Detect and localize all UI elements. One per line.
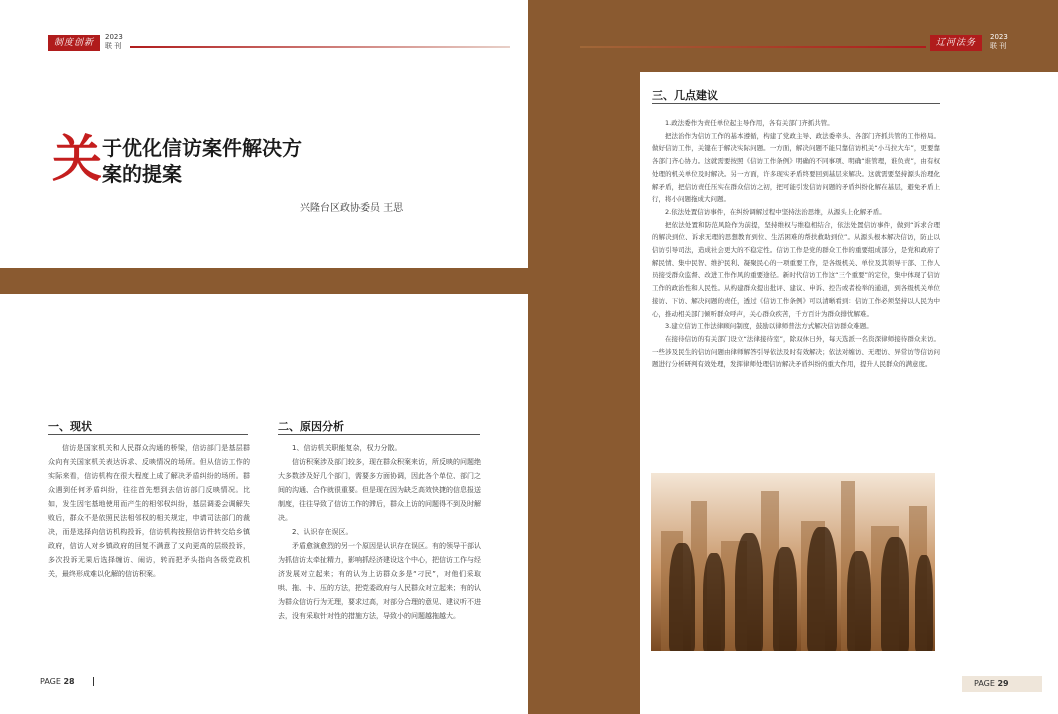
title-initial-char: 关 bbox=[52, 130, 102, 188]
section-body-status: 信访是国家机关和人民群众沟通的桥梁，信访部门是基层群众向有关国家机关表达诉求、反映情况的场所。但从信访工作的实际来看，信访机构在很大程度上成了解决矛盾纠纷的场所。群众遇到任何矛盾纠纷，往往首先想到去信访部门反映情况。比如，发生因宅基地使用而产生的相邻权纠纷，基层调委会调解失败后，群众不是依照民法相邻权的相关规定，申请司法部门的裁决，而是选择向信访机构投诉，信访机构按照信访件转交给乡镇政府，信访人对乡镇政府的回复不满意了又向更高的层级投诉，多次投诉无果后选择缠访、闹访，转而把矛头指向各级党政机关，最终形成难以化解的信访积案。 bbox=[48, 444, 250, 578]
right-header-year: 2023 联 刊 bbox=[990, 33, 1008, 50]
left-header-badge: 制度创新 bbox=[48, 35, 100, 51]
left-header-rule bbox=[130, 46, 510, 48]
section-heading-status: 一、现状 bbox=[48, 420, 92, 433]
section-body-suggestions: 1.政法委作为责任单位起主导作用，各有关部门齐抓共管。 把法治作为信访工作的基本遵循，构建了党政主导、政法委牵头、各部门齐抓共管的工作格局。做好信访工作，关键在于解决实际问题。一方面，解决问题不能只靠信访机关“小马拉大车”，更要靠各部门齐心协力。这就需要按照《信访工作条例》明确的不同事项、明确“谁管理，谁负责”，由有权处理的机关单位及时解决。另一方面，许多现实矛盾终要回到基层来解决。这就需要坚持源头治理化解矛盾，把信访责任压实在群众信访之初，把可能引发信访问题的矛盾纠纷化解在基层，避免矛盾上行，将小问题拖成大问题。 2.依法处置信访事件，在纠纷调解过程中坚持法治思维，从源头上化解矛盾。 把依法处置和防范风险作为前提，坚持维权与维稳相结合，依法处置信访事件，做到“诉求合理的解决到位、诉求无理的思想教育到位、生活困难的帮扶救助到位”。从源头根本解决信访，防止以信访引导司法，造成社会更大的不稳定性。信访工作是党的群众工作的重要组成部分，是党和政府了解民情、集中民智、维护民利、凝聚民心的一项重要工作，是各级机关、单位及其领导干部、工作人员接受群众监督、改进工作作风的重要途径。新时代信访工作这“三个重要”的定位，集中体现了信访工作的政治性和人民性。从构建群众提出批评、建议、申诉、控告或者检举的通道，到各级机关单位接访、下访、解决问题的责任，透过《信访工作条例》可以清晰看到：信访工作必须坚持以人民为中心，推动相关部门倾听群众呼声，关心群众疾苦，千方百计为群众排忧解难。 3.建立信访工作法律顾问制度，鼓励以律师普法方式解决信访群众难题。 在接待信访的有关部门设立“法律接待室”，除双休日外，每天选派一名资深律师接待群众来访。一些涉及民生的信访问题由律师解答引导依法及时有效解决；依法对缠访、无理访、异常访等信访问题进行分析研判有效处理，发挥律师处理信访解决矛盾纠纷的重大作用，提升人民群众的满意度。 bbox=[652, 119, 940, 369]
left-header-year: 2023 联 刊 bbox=[105, 33, 123, 50]
section-rule bbox=[278, 434, 480, 435]
right-header-badge: 辽河法务 bbox=[930, 35, 982, 51]
page-number-left: PAGE 28 bbox=[40, 677, 94, 686]
section-rule bbox=[652, 103, 940, 104]
section-heading-causes: 二、原因分析 bbox=[278, 420, 344, 433]
section-heading-suggestions: 三、几点建议 bbox=[652, 89, 718, 102]
section-body-causes: 1、信访机关职能复杂，权力分散。 信访积案涉及部门较多，现在群众积案来访，所反映的问题绝大多数涉及好几个部门，需要多方面协调，因此各个单位、部门之间的沟通、合作就很重要。但是现在因为缺乏高效快捷的信息报送制度，往往导致了信访工作的滞后，群众上访的问题得不到及时解决。 2、认识存在误区。 矛盾愈演愈烈的另一个原因是认识存在误区。有的领导干部认为抓信访太牵扯精力，影响抓经济建设这个中心，把信访工作与经济发展对立起来；有的认为上访群众多是“刁民”，对他们采取哄、拖、卡、压的方法，把党委政府与人民群众对立起来；有的认为群众信访行为无理，要求过高，对部分合理的意见、建议听不进去，没有采取针对性的措施方法，导致小的问题越拖越大。 bbox=[278, 444, 481, 620]
right-header-rule bbox=[580, 46, 926, 48]
left-brown-band bbox=[0, 268, 528, 294]
author-line: 兴隆台区政协委员 王思 bbox=[300, 203, 404, 214]
business-crowd-photo bbox=[651, 473, 935, 651]
section-rule bbox=[48, 434, 248, 435]
page-number-right: PAGE 29 bbox=[962, 676, 1042, 692]
article-title: 于优化信访案件解决方案的提案 bbox=[102, 136, 302, 186]
